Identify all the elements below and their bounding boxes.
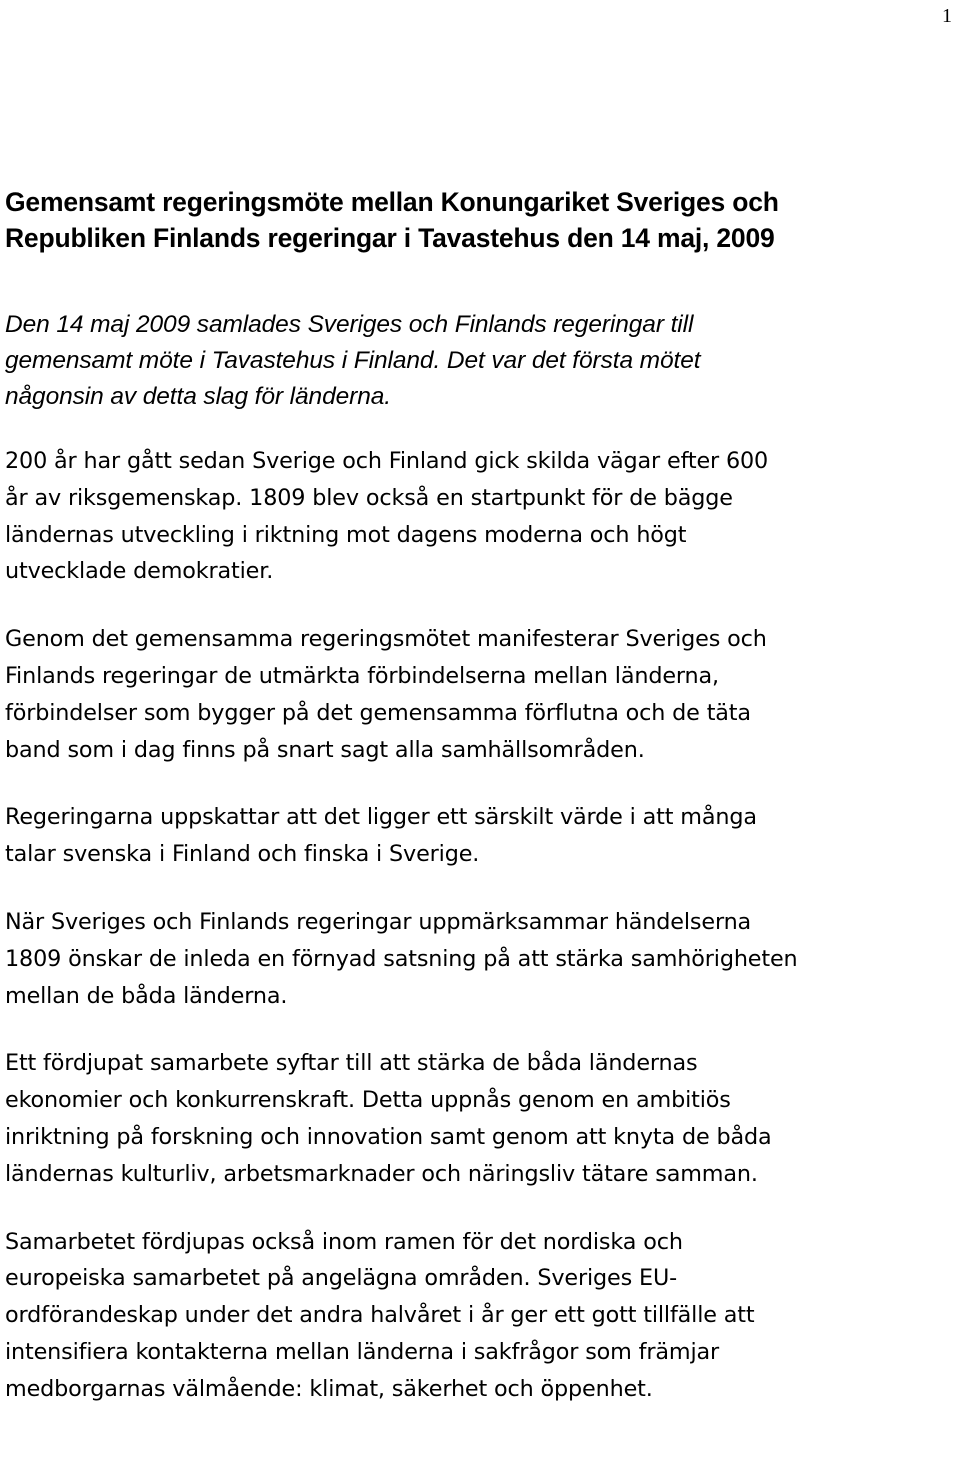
document-body: [5, 184, 957, 1408]
text-line: talar svenska i Finland och finska i Sverige.: [5, 841, 480, 868]
text-line: ordförandeskap under det andra halvåret i år ger ett gott tillfälle att: [5, 1302, 755, 1329]
paragraph-nordic-eu: [5, 1224, 957, 1408]
text-line: intensifiera kontakterna mellan länderna i sakfrågor som främjar: [5, 1338, 720, 1365]
text-line: år av riksgemenskap. 1809 blev också en startpunkt för de bägge: [5, 484, 733, 511]
text-line: Den 14 maj 2009 samlades Sveriges och Finlands regeringar till: [5, 311, 694, 338]
text-line: utvecklade demokratier.: [5, 558, 274, 585]
title-line: Gemensamt regeringsmöte mellan Konungariket Sveriges och: [5, 187, 779, 217]
text-line: Ett fördjupat samarbete syftar till att stärka de båda ländernas: [5, 1050, 698, 1077]
text-line: ländernas utveckling i riktning mot dagens moderna och högt: [5, 521, 687, 548]
text-line: ländernas kulturliv, arbetsmarknader och näringsliv tätare samman.: [5, 1160, 758, 1187]
text-line: ekonomier och konkurrenskraft. Detta uppnås genom en ambitiös: [5, 1087, 731, 1114]
text-line: Regeringarna uppskattar att det ligger ett särskilt värde i att många: [5, 804, 757, 831]
text-line: 200 år har gått sedan Sverige och Finland gick skilda vägar efter 600: [5, 448, 769, 474]
text-line: medborgarnas välmående: klimat, säkerhet och öppenhet.: [5, 1375, 653, 1402]
paragraph-cooperation: [5, 1045, 957, 1192]
text-line: förbindelser som bygger på det gemensamma förflutna och de täta: [5, 699, 751, 726]
text-line: mellan de båda länderna.: [5, 982, 288, 1009]
intro-paragraph: [5, 307, 957, 415]
paragraph-relations: [5, 621, 957, 768]
paragraph-history: [5, 443, 957, 590]
text-line: band som i dag finns på snart sagt alla samhällsområden.: [5, 736, 645, 763]
text-line: gemensamt möte i Tavastehus i Finland. Det var det första mötet: [5, 347, 701, 374]
title-line: Republiken Finlands regeringar i Tavastehus den 14 maj, 2009: [5, 223, 775, 253]
text-line: någonsin av detta slag för länderna.: [5, 383, 391, 410]
paragraph-language: [5, 799, 957, 873]
paragraph-cohesion: [5, 904, 957, 1014]
text-line: 1809 önskar de inleda en förnyad satsning på att stärka samhörigheten: [5, 945, 798, 972]
text-line: Finlands regeringar de utmärkta förbindelserna mellan länderna,: [5, 662, 719, 689]
text-line: inriktning på forskning och innovation samt genom att knyta de båda: [5, 1123, 772, 1150]
page-number: 1: [942, 5, 952, 27]
text-line: Genom det gemensamma regeringsmötet manifesterar Sveriges och: [5, 626, 767, 653]
text-line: Samarbetet fördjupas också inom ramen för det nordiska och: [5, 1228, 683, 1255]
text-line: europeiska samarbetet på angelägna områden. Sveriges EU-: [5, 1265, 678, 1292]
document-title: [5, 184, 957, 256]
text-line: När Sveriges och Finlands regeringar uppmärksammar händelserna: [5, 908, 752, 935]
